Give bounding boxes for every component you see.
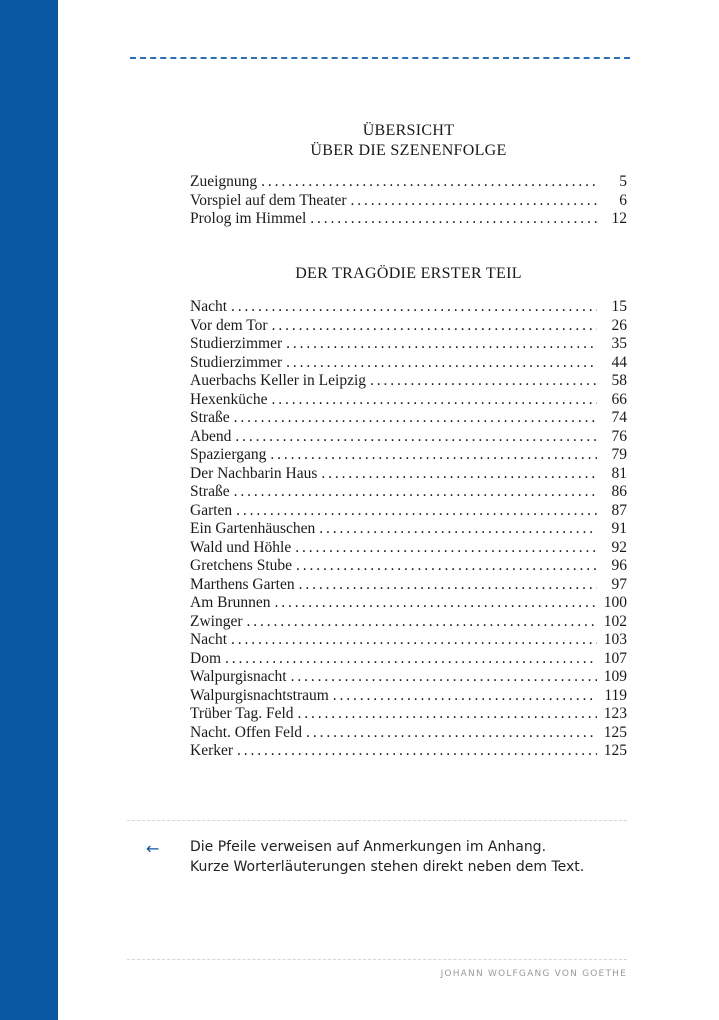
toc-leader-dots <box>291 668 597 687</box>
part-one-toc <box>190 298 627 761</box>
toc-leader-dots <box>351 192 597 211</box>
toc-leader-dots <box>370 372 597 391</box>
toc-page-number: 44 <box>611 353 627 371</box>
toc-leader-dots <box>272 317 597 336</box>
toc-leader-dots <box>231 631 597 650</box>
toc-page-number: 92 <box>611 538 627 556</box>
toc-page-number: 102 <box>603 612 627 630</box>
toc-row <box>190 613 627 632</box>
toc-entry-label: Kerker <box>190 742 234 759</box>
toc-page-number: 12 <box>611 210 627 227</box>
toc-entry-label: Dom <box>190 649 221 667</box>
toc-leader-dots <box>234 483 597 502</box>
toc-page-number: 123 <box>603 705 627 722</box>
toc-leader-dots <box>295 539 597 558</box>
note-line2: Kurze Worterläuterungen stehen direkt neben dem Text. <box>190 858 585 875</box>
toc-entry-label: Nacht. Offen Feld <box>190 723 303 741</box>
toc-leader-dots <box>321 465 597 484</box>
toc-row <box>190 409 627 428</box>
toc-entry-label: Auerbachs Keller in Leipzig <box>190 372 367 389</box>
toc-row <box>190 335 627 354</box>
toc-page-number: 15 <box>611 298 627 315</box>
toc-leader-dots <box>234 409 597 428</box>
toc-entry-label: Studierzimmer <box>190 353 283 371</box>
toc-row <box>190 354 627 373</box>
toc-page-number: 86 <box>611 483 627 500</box>
toc-page-number: 66 <box>611 390 627 408</box>
toc-row <box>190 372 627 391</box>
toc-leader-dots <box>296 557 597 576</box>
toc-page-number: 79 <box>611 446 627 463</box>
toc-leader-dots <box>286 354 597 373</box>
toc-entry-label: Straße <box>190 483 230 500</box>
toc-leader-dots <box>333 687 597 706</box>
toc-entry-label: Vorspiel auf dem Theater <box>190 191 347 209</box>
toc-leader-dots <box>236 502 597 521</box>
toc-entry-label: Spaziergang <box>190 446 267 463</box>
part-one-title: DER TRAGÖDIE ERSTER TEIL <box>295 265 522 282</box>
toc-entry-label: Der Nachbarin Haus <box>190 464 318 482</box>
toc-page-number: 96 <box>611 557 627 574</box>
toc-page-number: 74 <box>611 409 627 426</box>
note-line1: Die Pfeile verweisen auf Anmerkungen im Anhang. <box>190 839 547 855</box>
toc-entry-label: Abend <box>190 427 232 445</box>
toc-entry-label: Am Brunnen <box>190 594 271 611</box>
toc-row <box>190 192 627 211</box>
toc-page-number: 58 <box>611 372 627 389</box>
toc-row <box>190 446 627 465</box>
toc-row <box>190 502 627 521</box>
toc-leader-dots <box>275 594 597 613</box>
toc-page-number: 119 <box>604 686 627 704</box>
toc-entry-label: Prolog im Himmel <box>190 210 307 227</box>
toc-leader-dots <box>310 210 597 229</box>
overview-title <box>190 121 627 161</box>
footer-author: JOHANN WOLFGANG VON GOETHE <box>440 969 627 979</box>
toc-page-number: 87 <box>611 501 627 519</box>
toc-row <box>190 298 627 317</box>
footer-separator <box>127 959 627 960</box>
toc-entry-label: Walpurgisnacht <box>190 668 287 685</box>
toc-entry-label: Trüber Tag. Feld <box>190 705 294 722</box>
toc-row <box>190 210 627 229</box>
toc-row <box>190 520 627 539</box>
toc-leader-dots <box>270 446 597 465</box>
toc-entry-label: Vor dem Tor <box>190 316 268 334</box>
toc-row <box>190 687 627 706</box>
toc-entry-label: Nacht <box>190 298 228 315</box>
toc-row <box>190 465 627 484</box>
toc-leader-dots <box>319 520 597 539</box>
toc-entry-label: Marthens Garten <box>190 575 295 593</box>
overview-toc <box>190 173 627 229</box>
toc-entry-label: Studierzimmer <box>190 335 283 352</box>
toc-entry-label: Ein Gartenhäuschen <box>190 520 316 537</box>
toc-entry-label: Gretchens Stube <box>190 557 293 574</box>
toc-page-number: 100 <box>603 594 627 611</box>
toc-page-number: 125 <box>603 742 627 759</box>
toc-leader-dots <box>298 705 597 724</box>
arrow-left-icon: ← <box>146 839 160 858</box>
toc-row <box>190 705 627 724</box>
toc-entry-label: Garten <box>190 501 233 519</box>
overview-title-line1: ÜBERSICHT <box>362 122 455 139</box>
toc-leader-dots <box>237 742 597 761</box>
toc-page-number: 76 <box>611 427 627 445</box>
toc-row <box>190 576 627 595</box>
toc-entry-label: Hexenküche <box>190 390 268 408</box>
note-text <box>190 838 584 877</box>
toc-row <box>190 391 627 410</box>
toc-page-number: 107 <box>603 649 627 667</box>
toc-leader-dots <box>231 298 597 317</box>
toc-entry-label: Straße <box>190 409 230 426</box>
toc-row <box>190 742 627 761</box>
toc-leader-dots <box>247 613 597 632</box>
toc-leader-dots <box>299 576 597 595</box>
toc-row <box>190 668 627 687</box>
toc-leader-dots <box>286 335 597 354</box>
toc-page-number: 125 <box>603 723 627 741</box>
overview-title-line2: ÜBER DIE SZENENFOLGE <box>310 142 507 159</box>
toc-entry-label: Zueignung <box>190 173 258 190</box>
toc-row <box>190 483 627 502</box>
toc-page-number: 81 <box>611 464 627 482</box>
toc-row <box>190 557 627 576</box>
toc-leader-dots <box>306 724 597 743</box>
toc-row <box>190 631 627 650</box>
note-separator <box>127 820 627 821</box>
toc-row <box>190 539 627 558</box>
toc-page-number: 26 <box>611 316 627 334</box>
toc-page-number: 91 <box>611 520 627 537</box>
toc-page-number: 6 <box>619 191 627 209</box>
toc-page-number: 97 <box>611 575 627 593</box>
top-dashed-rule <box>130 57 630 59</box>
toc-row <box>190 650 627 669</box>
toc-entry-label: Nacht <box>190 631 228 648</box>
toc-row <box>190 594 627 613</box>
toc-row <box>190 173 627 192</box>
toc-row <box>190 724 627 743</box>
toc-leader-dots <box>271 391 597 410</box>
toc-entry-label: Walpurgisnachtstraum <box>190 686 329 704</box>
toc-page-number: 35 <box>611 335 627 352</box>
toc-page-number: 103 <box>603 631 627 648</box>
toc-page-number: 109 <box>603 668 627 685</box>
side-color-bar <box>0 0 58 1020</box>
toc-row <box>190 317 627 336</box>
toc-leader-dots <box>261 173 597 192</box>
toc-page-number: 5 <box>619 173 627 190</box>
toc-row <box>190 428 627 447</box>
toc-leader-dots <box>225 650 597 669</box>
toc-entry-label: Zwinger <box>190 612 243 630</box>
toc-entry-label: Wald und Höhle <box>190 538 292 556</box>
toc-leader-dots <box>235 428 597 447</box>
